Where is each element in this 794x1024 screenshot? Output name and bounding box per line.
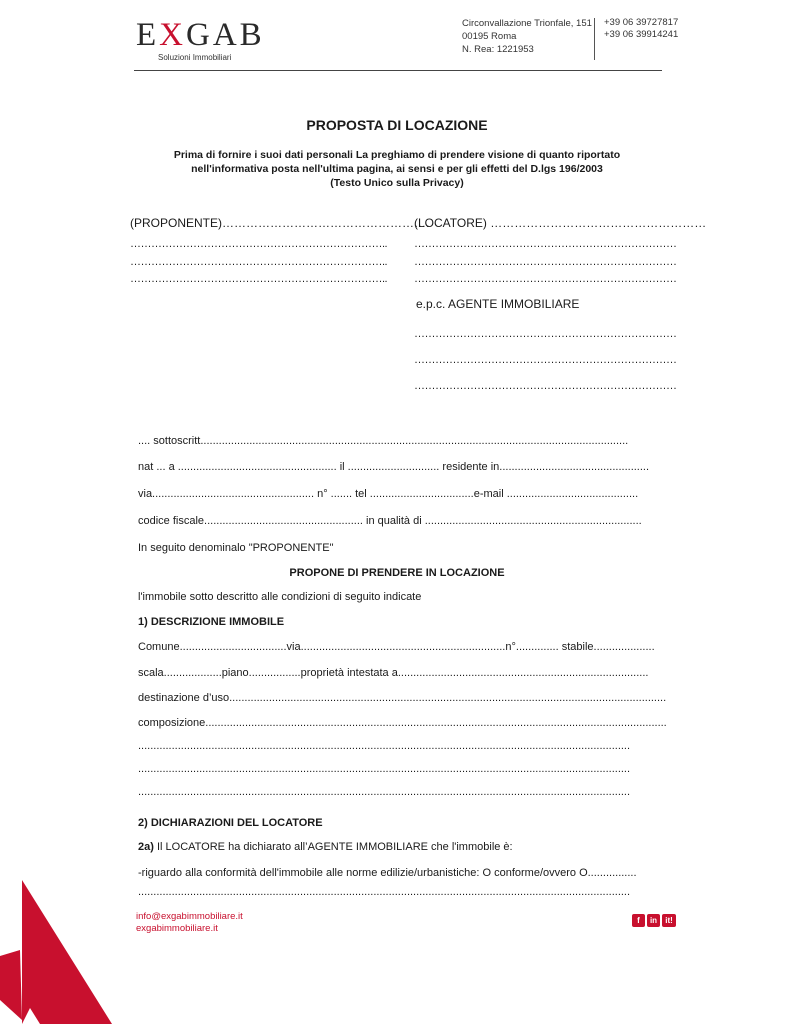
section-2a-text: Il LOCATORE ha dichiarato all’AGENTE IMMOBILIARE che l'immobile è: — [153, 841, 513, 853]
address-line: Circonvallazione Trionfale, 151 — [462, 18, 592, 29]
intro-line: (Testo Unico sulla Privacy) — [330, 177, 464, 189]
phone-number: +39 06 39914241 — [604, 29, 679, 40]
address-line: 00195 Roma — [462, 31, 517, 42]
immobiliare-it-icon[interactable]: it! — [662, 914, 676, 927]
proponente-dots: ……………………………………………………………….. — [130, 238, 388, 250]
blank-line: ................................................................................................................................................................. — [138, 886, 631, 898]
section-1-heading: 1) DESCRIZIONE IMMOBILE — [138, 616, 285, 628]
brand-corner-graphic — [0, 880, 115, 1024]
logo-subtitle: Soluzioni Immobiliari — [158, 53, 232, 62]
phone-number: +39 06 39727817 — [604, 17, 679, 28]
agent-dots: ………………………………………………………………… — [414, 354, 677, 366]
section-2a-number: 2a) — [138, 841, 154, 853]
company-phones — [604, 17, 678, 41]
privacy-intro — [150, 148, 644, 190]
conformita-line: -riguardo alla conformità dell'immobile alle norme edilizie/urbanistiche: O conforme/ovvero O................ — [138, 867, 637, 879]
section-2-heading: 2) DICHIARAZIONI DEL LOCATORE — [138, 817, 323, 829]
blank-line: ................................................................................................................................................................. — [138, 786, 631, 798]
company-logo — [136, 16, 265, 54]
sottoscritto-line: .... sottoscritt............................................................................................................................................ — [138, 435, 629, 447]
fiscal-code-line: codice fiscale.................................................... in qualità di ....................................................................... — [138, 515, 642, 527]
footer-website-link[interactable]: exgabimmobiliare.it — [136, 923, 218, 934]
linkedin-icon[interactable]: in — [647, 914, 660, 927]
document-title — [0, 117, 794, 133]
locatore-dots: ………………………………………………………………… — [414, 273, 677, 285]
company-address — [462, 17, 592, 56]
proponente-label: (PROPONENTE)……………………………………………. — [130, 216, 430, 230]
footer-email-link[interactable]: info@exgabimmobiliare.it — [136, 911, 243, 922]
facebook-icon[interactable]: f — [632, 914, 645, 927]
agent-label: e.p.c. AGENTE IMMOBILIARE — [416, 297, 580, 311]
immobile-intro: l'immobile sotto descritto alle condizioni di seguito indicate — [138, 591, 422, 603]
section-2a-line — [138, 840, 513, 854]
address-contact-line: via..................................................... n° ....... tel ..................................e-mail ........................................... — [138, 488, 639, 500]
locatore-dots: ………………………………………………………………… — [414, 256, 677, 268]
logo-text: EXGAB — [136, 17, 265, 53]
proponente-dots: ……………………………………………………………….. — [130, 256, 388, 268]
blank-line: ................................................................................................................................................................. — [138, 763, 631, 775]
address-line: N. Rea: 1221953 — [462, 44, 534, 55]
header-rule — [134, 70, 662, 71]
destinazione-line: destinazione d’uso............................................................................................................................................... — [138, 692, 667, 704]
blank-line: ................................................................................................................................................................. — [138, 740, 631, 752]
document-title-text: PROPOSTA DI LOCAZIONE — [306, 117, 488, 133]
denominato-line: In seguito denominalo "PROPONENTE" — [138, 542, 334, 554]
header-divider — [594, 18, 595, 60]
agent-dots: ………………………………………………………………… — [414, 328, 677, 340]
agent-dots: ………………………………………………………………… — [414, 380, 677, 392]
comune-line: Comune...................................via...................................................................n°.............. stabile.................... — [138, 641, 655, 653]
intro-line: nell'informativa posta nell'ultima pagina, ai sensi e per gli effetti del D.lgs 196/2003 — [191, 163, 603, 175]
birth-residence-line: nat ... a .................................................... il .............................. residente in................................................. — [138, 461, 650, 473]
proponente-dots: ……………………………………………………………….. — [130, 273, 388, 285]
propone-heading: PROPONE DI PRENDERE IN LOCAZIONE — [289, 567, 505, 579]
scala-line: scala...................piano.................proprietà intestata a.................................................................................. — [138, 667, 649, 679]
logo-x-letter: X — [159, 17, 187, 53]
intro-line: Prima di fornire i suoi dati personali La preghiamo di prendere visione di quanto riportato — [173, 149, 621, 161]
locatore-dots: ………………………………………………………………… — [414, 238, 677, 250]
composizione-line: composizione....................................................................................................................................................... — [138, 717, 667, 729]
locatore-label: (LOCATORE) ……………………………………………… — [414, 216, 707, 230]
